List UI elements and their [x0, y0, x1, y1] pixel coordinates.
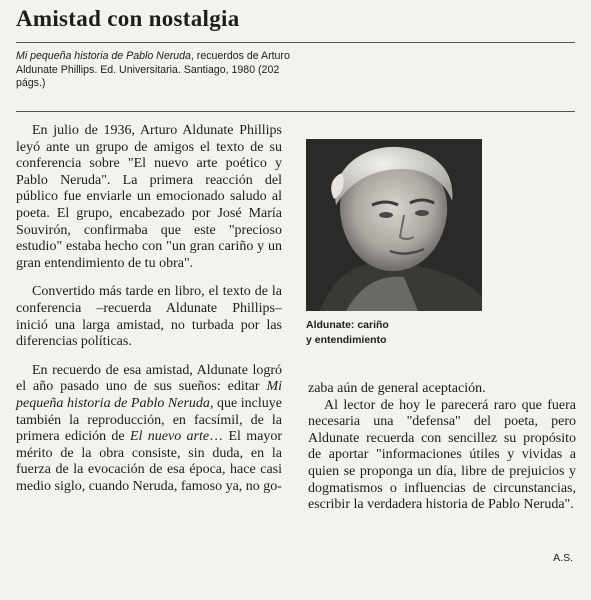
paragraph-3-continuation: zaba aún de general aceptación. — [308, 381, 486, 396]
cited-book-title: Mi pequeña historia de Pablo Neruda — [16, 50, 191, 62]
author-photo — [306, 139, 482, 311]
paragraph-2: Convertido más tarde en libro, el texto de la conferencia –recuerda Aldunate Phillips– inició una larga amistad, no turbada por las diferencias políticas. — [16, 284, 282, 350]
paragraph-3-text-b: , que incluye también la reproducción, en facsímil, de la primera edición de — [16, 395, 282, 445]
section-rule — [16, 111, 575, 112]
right-column — [308, 381, 576, 514]
author-initials: A.S. — [553, 552, 573, 564]
paragraph-3-text-a: En recuerdo de esa amistad, Aldunate logró el año pasado uno de sus sueños: editar — [16, 362, 282, 395]
paragraph-3-first-edition-title: El nuevo arte — [129, 429, 210, 445]
paragraph-4: Al lector de hoy le parecerá raro que fuera necesaria una "defensa" del poeta, pero Aldunate recuerda con sencillez su propósito de aportar "informaciones útiles y vividas a quien se proponga un día, libre de prejuicios y dogmatismos o influencias de circunstancias, escribir la verdadera historia de Pablo Neruda". — [308, 397, 576, 513]
photo-caption — [306, 318, 486, 348]
paragraph-3-book-title: Mi pequeña historia de Pablo Neruda — [16, 379, 282, 411]
portrait-image — [306, 139, 482, 311]
left-column — [16, 123, 282, 495]
caption-line-2: y entendimiento — [306, 334, 387, 346]
paragraph-3 — [16, 363, 282, 496]
paragraph-3-text-c: … El mayor mérito de la obra consiste, sin duda, en la fuerza de la evocación de esa época, hace casi medio siglo, cuando Neruda, famoso ya, no go- — [16, 429, 282, 494]
paragraph-1: En julio de 1936, Arturo Aldunate Phillips leyó ante un grupo de amigos el texto de su conferencia sobre "El nuevo arte poético y Pablo Neruda". La primera reacción del público fue enviarle un emocionado saludo al poeta. El grupo, encabezado por José María Souvirón, confirmaba que este "precioso estudio" estaba hecho con "un gran cariño y un gran entendimiento de tu obra". — [16, 123, 282, 271]
top-rule — [16, 42, 575, 43]
book-citation — [16, 50, 306, 91]
headline: Amistad con nostalgia — [16, 6, 240, 31]
caption-line-1: Aldunate: cariño — [306, 319, 389, 331]
citation-details: , recuerdos de Arturo Aldunate Phillips. Ed. Universitaria. Santiago, 1980 (202 págs.) — [16, 50, 290, 89]
